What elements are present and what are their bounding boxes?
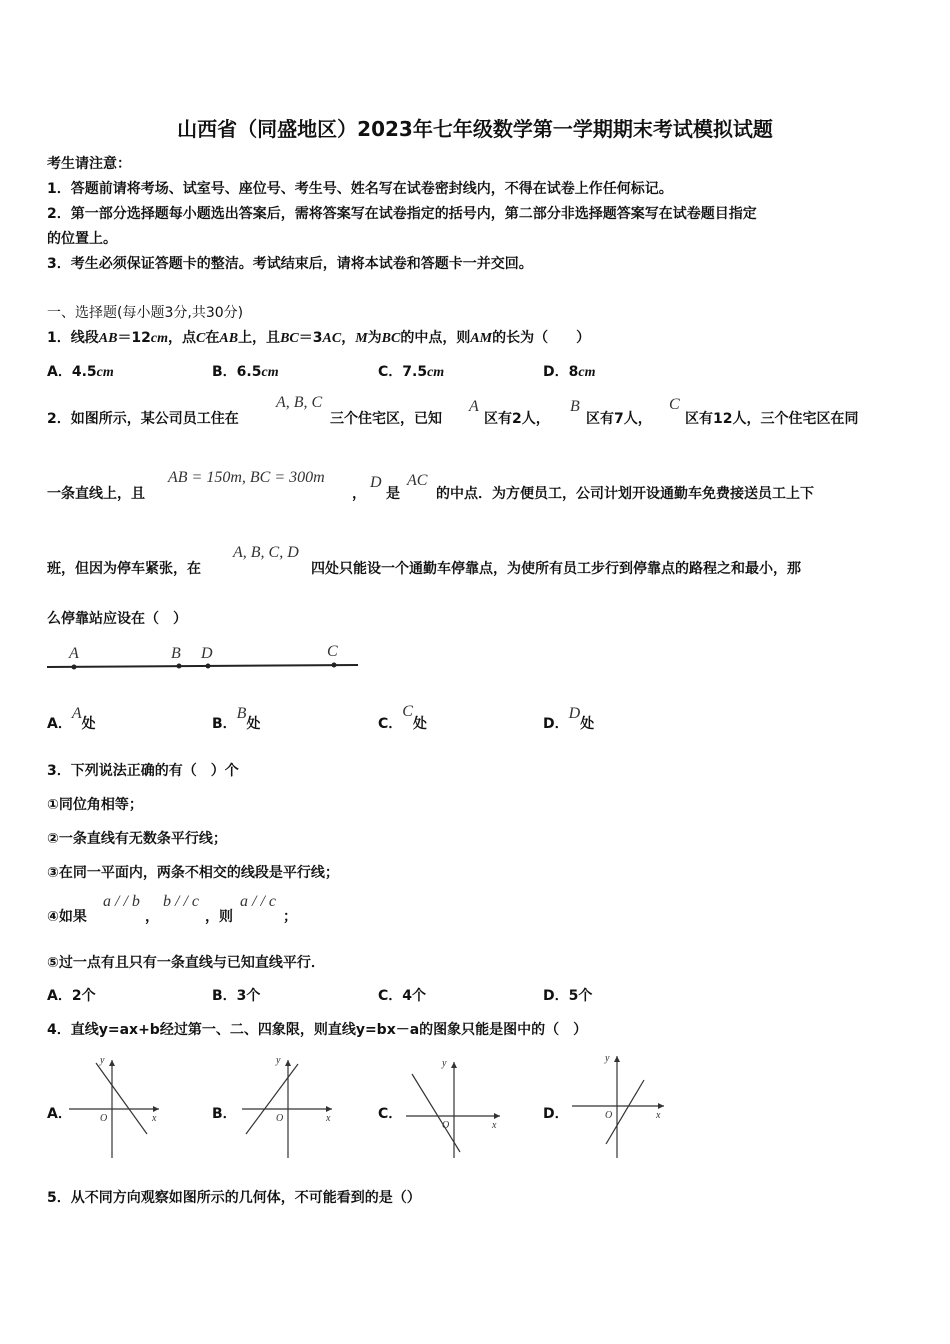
svg-text:x: x	[152, 1113, 157, 1124]
q4-option-c[interactable]: C．	[378, 1106, 403, 1122]
q3-option-b[interactable]: B．3个	[212, 988, 261, 1004]
q2-math-ac: AC	[407, 472, 428, 489]
q2-line-3b: 四处只能设一个通勤车停靠点，为使所有员工步行到停靠点的路程之和最小，那	[311, 561, 801, 577]
section-heading: 一、选择题(每小题3分,共30分)	[47, 305, 244, 321]
point-a	[72, 665, 77, 670]
q4-option-d[interactable]: D．	[543, 1106, 569, 1122]
q2-line-2c: 是	[386, 486, 400, 502]
q3-statement-4b: ，	[145, 909, 159, 925]
svg-text:y: y	[276, 1055, 281, 1066]
q3-math-ab: a / / b	[103, 893, 140, 910]
q2-math-d: D	[370, 474, 382, 491]
label-a: A	[69, 645, 79, 662]
svg-text:x: x	[492, 1120, 497, 1131]
q2-math-abc: A, B, C	[276, 394, 323, 411]
label-d: D	[201, 645, 213, 662]
svg-text:O: O	[100, 1113, 108, 1124]
q2-line-1d: 区有7人，	[586, 411, 652, 427]
q3-statement-5: ⑤过一点有且只有一条直线与已知直线平行．	[47, 955, 325, 971]
q2-math-c: C	[669, 396, 680, 413]
q3-statement-4c: ，则	[205, 909, 233, 925]
svg-text:O: O	[605, 1110, 613, 1121]
q3-math-ac: a / / c	[240, 893, 276, 910]
svg-text:y: y	[100, 1055, 105, 1066]
q2-math-b: B	[570, 398, 580, 415]
q2-line-1c: 区有2人，	[484, 411, 550, 427]
q2-option-c[interactable]: C．C处	[378, 703, 427, 732]
q3-statement-4a: ④如果	[47, 909, 87, 925]
svg-text:x: x	[656, 1110, 661, 1121]
q3-math-bc: b / / c	[163, 893, 199, 910]
graph-c-line	[412, 1074, 460, 1152]
q2-option-b[interactable]: B．B处	[212, 705, 261, 732]
q2-math-distances: AB = 150m, BC = 300m	[168, 469, 325, 486]
q4-option-b[interactable]: B．	[212, 1106, 237, 1122]
q2-option-a[interactable]: A．A处	[47, 705, 96, 732]
graph-b-line	[246, 1064, 298, 1134]
svg-text:O: O	[442, 1120, 450, 1131]
notice-item-2: 2．第一部分选择题每小题选出答案后，需将答案写在试卷指定的括号内，第二部分非选择题答案写在试卷题目指定	[47, 206, 757, 222]
q3-option-d[interactable]: D．5个	[543, 988, 593, 1004]
notice-item-2-cont: 的位置上。	[47, 231, 117, 247]
q1-option-b[interactable]: B．6.5cm	[212, 364, 279, 380]
svg-text:y: y	[605, 1053, 610, 1064]
q2-math-abcd: A, B, C, D	[233, 544, 299, 561]
question-1-stem: 1．线段AB＝12cm，点C在AB上，且BC＝3AC，M为BC的中点，则AM的长为（ ）	[47, 330, 591, 346]
q4-graph-a	[64, 1050, 164, 1160]
q2-line-2b: ，	[352, 486, 366, 502]
q1-option-a[interactable]: A．4.5cm	[47, 364, 114, 380]
q3-statement-3: ③在同一平面内，两条不相交的线段是平行线；	[47, 865, 339, 881]
label-b: B	[171, 645, 181, 662]
q2-option-d[interactable]: D．D处	[543, 705, 595, 732]
label-c: C	[327, 643, 338, 660]
q2-line-2d: 的中点．为方便员工，公司计划开设通勤车免费接送员工上下	[436, 486, 814, 502]
figure-line	[47, 665, 358, 667]
q3-statement-2: ②一条直线有无数条平行线；	[47, 831, 227, 847]
svg-text:O: O	[276, 1113, 284, 1124]
q4-option-a[interactable]: A．	[47, 1106, 72, 1122]
q1-option-c[interactable]: C．7.5cm	[378, 364, 445, 380]
q3-option-a[interactable]: A．2个	[47, 988, 96, 1004]
q4-stem: 4．直线y=ax+b经过第一、二、四象限，则直线y=bx－a的图象只能是图中的（ ）	[47, 1022, 588, 1038]
q2-line-1b: 三个住宅区，已知	[330, 411, 442, 427]
q4-graph-b	[236, 1050, 346, 1160]
point-d	[206, 664, 211, 669]
q2-line-3a: 班，但因为停车紧张，在	[47, 561, 201, 577]
q3-option-c[interactable]: C．4个	[378, 988, 427, 1004]
point-b	[177, 664, 182, 669]
svg-text:y: y	[442, 1058, 447, 1069]
notice-item-3: 3．考生必须保证答题卡的整洁。考试结束后，请将本试卷和答题卡一并交回。	[47, 256, 533, 272]
q3-stem: 3．下列说法正确的有（ ）个	[47, 763, 239, 779]
notice-heading: 考生请注意：	[47, 156, 131, 172]
q2-line-figure	[44, 640, 364, 680]
q1-option-d[interactable]: D．8cm	[543, 364, 596, 380]
point-c	[332, 663, 337, 668]
q2-line-4: 么停靠站应设在（ ）	[47, 611, 187, 627]
q3-statement-4d: ；	[283, 909, 297, 925]
q2-math-a: A	[469, 398, 479, 415]
q4-graph-c	[402, 1050, 512, 1160]
q2-line-1a: 2．如图所示，某公司员工住在	[47, 411, 239, 427]
page-title: 山西省（同盛地区）2023年七年级数学第一学期期末考试模拟试题	[177, 117, 773, 141]
q3-statement-1: ①同位角相等；	[47, 797, 143, 813]
notice-item-1: 1．答题前请将考场、试室号、座位号、考生号、姓名写在试卷密封线内，不得在试卷上作任何标记。	[47, 181, 673, 197]
q4-graph-d	[568, 1050, 678, 1160]
q2-line-2a: 一条直线上，且	[47, 486, 145, 502]
q5-stem: 5．从不同方向观察如图所示的几何体，不可能看到的是（）	[47, 1190, 421, 1206]
q2-line-1e: 区有12人，三个住宅区在同	[685, 411, 859, 427]
svg-text:x: x	[326, 1113, 331, 1124]
